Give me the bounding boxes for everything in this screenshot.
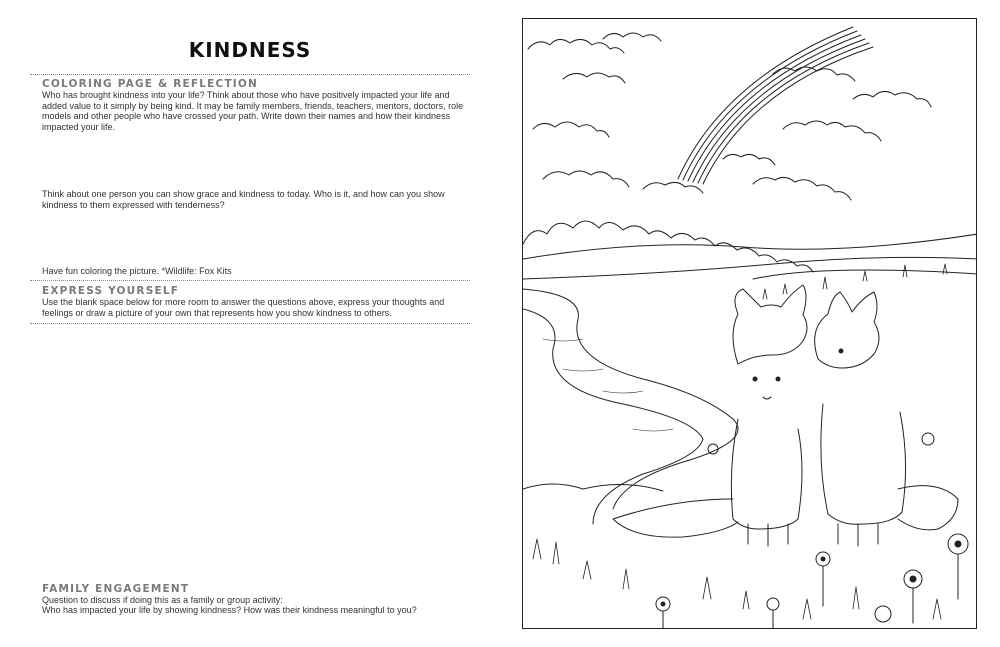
reflection-question-2: Think about one person you can show grace and kindness to today. Who is it, and how can you show kindness to them expressed with tenderness? <box>42 189 445 210</box>
reflection-question-1: Who has brought kindness into your life? Think about those who have positively impacted your life and added value to it simply by being kind. It may be family members, friends, teachers, mentors, doctors, role models and other people who have crossed your path. Write down their names and how their kindness impacted your life. <box>42 90 464 132</box>
fox-kits-illustration-icon <box>523 19 977 629</box>
express-yourself-heading: EXPRESS YOURSELF <box>42 285 180 297</box>
family-engagement-question: Who has impacted your life by showing kindness? How was their kindness meaningful to you? <box>42 605 417 615</box>
divider-top <box>30 74 470 75</box>
coloring-reflection-heading: COLORING PAGE & REFLECTION <box>42 78 259 90</box>
family-engagement-intro: Question to discuss if doing this as a family or group activity: <box>42 595 283 605</box>
divider-express-top <box>30 280 470 281</box>
express-yourself-text: Use the blank space below for more room to answer the questions above, express your thoughts and feelings or draw a picture of your own that represents how you show kindness to others. <box>42 297 445 318</box>
page-title: KINDNESS <box>188 38 312 62</box>
divider-express-bottom <box>30 323 470 324</box>
coloring-note: Have fun coloring the picture. *Wildlife: Fox Kits <box>42 266 232 276</box>
coloring-illustration-frame <box>522 18 977 629</box>
family-engagement-heading: FAMILY ENGAGEMENT <box>42 583 190 595</box>
worksheet-panel <box>0 0 490 647</box>
